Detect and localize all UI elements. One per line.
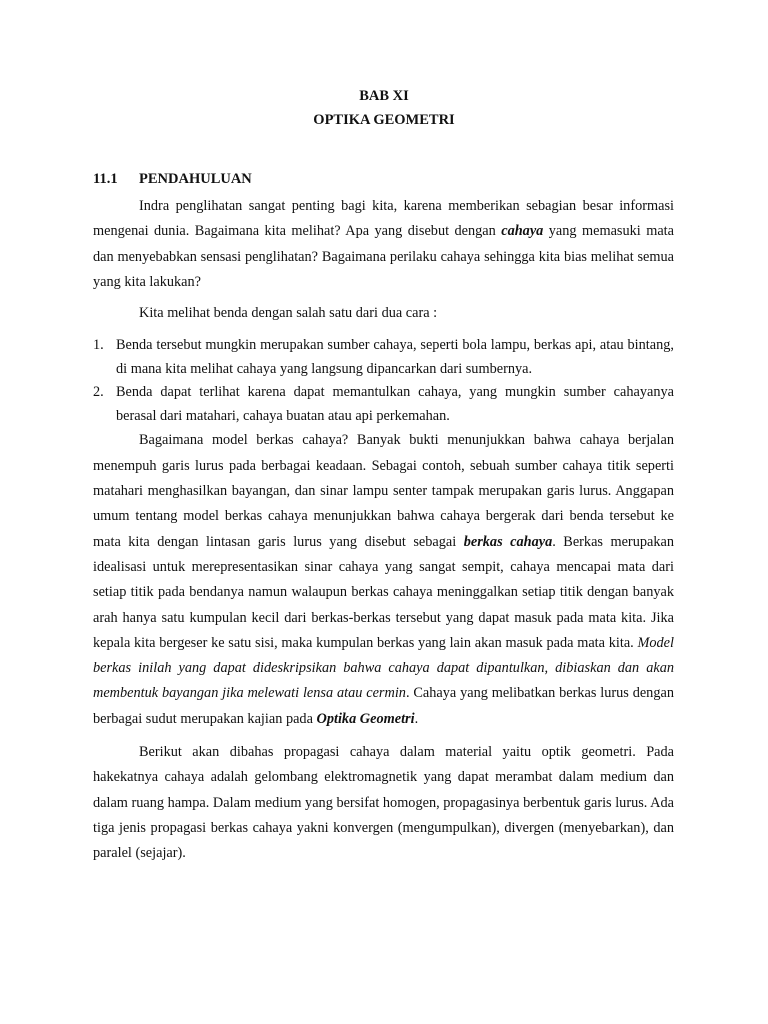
ways-list xyxy=(93,334,674,428)
emphasis-term: Optika Geometri xyxy=(316,710,415,727)
paragraph-text: . Berkas merupakan idealisasi untuk merepresentasikan sinar cahaya yang sangat sempit, cahaya mencapai mata dari setiap titik pada bendanya namun walaupun berkas cahaya meninggalkan setiap titik dengan banyak arah hanya satu kumpulan kecil dari berkas-berkas tersebut yang dapat masuk pada mata kita. Jika kepala kita bergeser ke satu sisi, maka kumpulan berkas yang lain akan masuk pada mata kita. xyxy=(93,533,674,651)
list-item-text: Benda tersebut mungkin merupakan sumber cahaya, seperti bola lampu, berkas api, atau bintang, di mana kita melihat cahaya yang langsung dipancarkan dari sumbernya. xyxy=(116,337,674,377)
paragraph-text: yang memasuki mata dan menyebabkan sensasi penglihatan? Bagaimana perilaku cahaya sehingga kita bias melihat semua yang kita lakukan? xyxy=(93,223,674,290)
document-body xyxy=(93,194,674,867)
list-marker: 1. xyxy=(93,337,104,354)
paragraph-propagation: Berikut akan dibahas propagasi cahaya dalam material yaitu optik geometri. Pada hakekatnya cahaya adalah gelombang elektromagnetik yang dapat merambat dalam medium dan dalam ruang hampa. Dalam medium yang bersifat homogen, propagasinya berbentuk garis lurus. Ada tiga jenis propagasi berkas cahaya yakni konvergen (mengumpulkan), divergen (menyebarkan), dan paralel (sejajar). xyxy=(93,744,674,862)
list-item xyxy=(93,334,674,381)
chapter-label: BAB XI xyxy=(359,88,409,104)
paragraph-intro xyxy=(93,194,674,295)
emphasis-term: cahaya xyxy=(501,223,544,240)
list-item-text: Benda dapat terlihat karena dapat memantulkan cahaya, yang mungkin sumber cahayanya berasal dari matahari, cahaya buatan atau api perkemahan. xyxy=(116,384,674,424)
section-title: PENDAHULUAN xyxy=(139,171,252,187)
list-marker: 2. xyxy=(93,384,104,401)
section-number: 11.1 xyxy=(93,171,118,187)
list-item xyxy=(93,381,674,428)
chapter-title: OPTIKA GEOMETRI xyxy=(313,112,455,128)
section-heading xyxy=(93,171,252,188)
paragraph-text: Bagaimana model berkas cahaya? Banyak bukti menunjukkan bahwa cahaya berjalan menempuh garis lurus pada berbagai keadaan. Sebagai contoh, sebuah sumber cahaya titik seperti matahari menghasilkan bayangan, dan sinar lampu senter tampak merupakan garis lurus. Anggapan umum tentang model berkas cahaya menunjukkan bahwa cahaya bergerak dari benda tersebut ke mata kita dengan lintasan garis lurus yang disebut sebagai xyxy=(93,432,674,550)
paragraph-text: . Cahaya yang melibatkan berkas lurus dengan berbagai sudut merupakan kajian pada xyxy=(93,685,674,727)
paragraph-model xyxy=(93,428,674,732)
paragraph-ways: Kita melihat benda dengan salah satu dari dua cara : xyxy=(139,305,438,322)
paragraph-text: . xyxy=(414,710,419,727)
emphasis-term: berkas cahaya xyxy=(463,533,553,550)
paragraph-text: Indra penglihatan sangat penting bagi kita, karena memberikan sebagian besar informasi mengenai dunia. Bagaimana kita melihat? Apa yang disebut dengan xyxy=(93,198,674,240)
italic-statement: Model berkas inilah yang dapat dideskripsikan bahwa cahaya dapat dipantulkan, dibiaskan dan akan membentuk bayangan jika melewati lensa atau cermin xyxy=(93,634,674,702)
